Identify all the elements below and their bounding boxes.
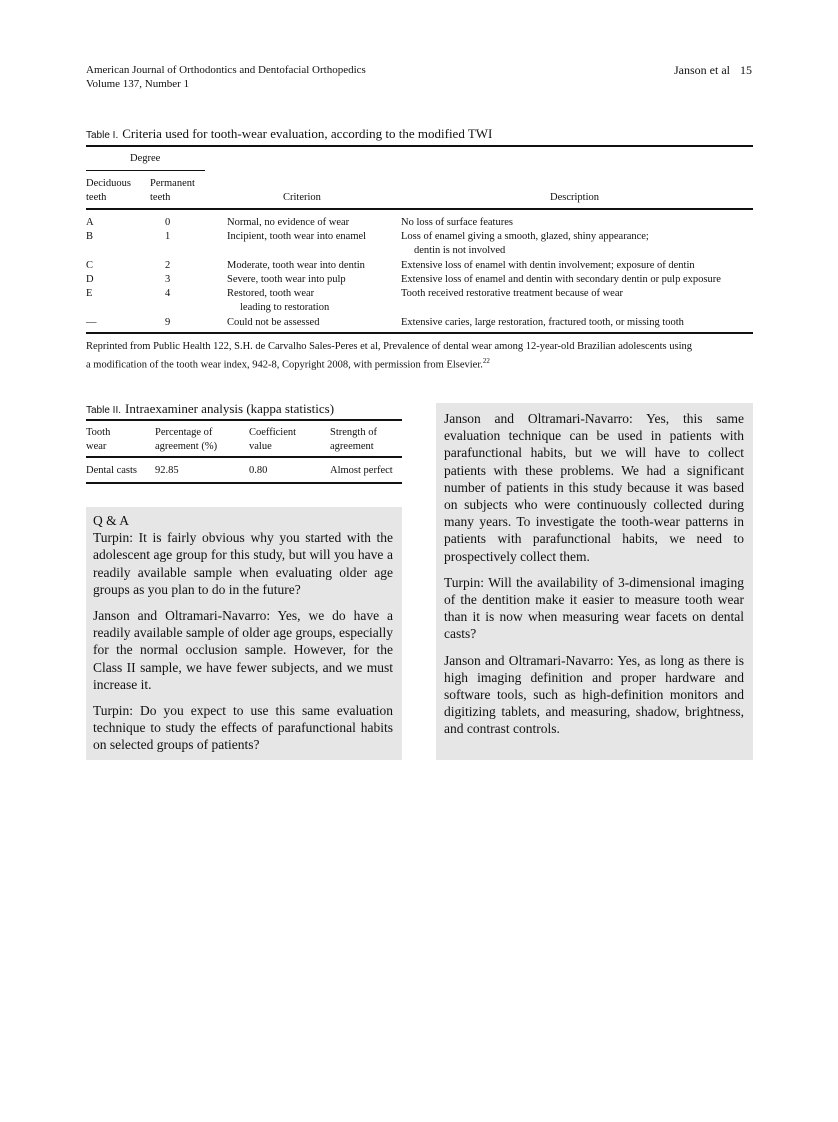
journal-name: American Journal of Orthodontics and Dentofacial Orthopedics [86, 64, 366, 76]
cell-description-cont: dentin is not involved [414, 245, 506, 256]
cell-deciduous: D [86, 274, 94, 285]
qa-paragraph: Janson and Oltramari-Navarro: Yes, this same evaluation technique can be used in patients with parafunctional habits, but we will have to collect patients with these problems. We had a significant number of patients in this study because it was based on subjects who were continuously collected during many years. To investigate the tooth-wear patterns in patients with parafunctional habits, we need to prospectively collect them. [444, 411, 744, 564]
cell-description: Tooth received restorative treatment because of wear [401, 288, 623, 299]
qa-paragraph: Turpin: Do you expect to use this same evaluation technique to study the effects of parafunctional habits on selected groups of patients? [93, 703, 393, 753]
cell-description: Extensive loss of enamel with dentin involvement; exposure of dentin [401, 260, 695, 271]
qa-paragraph: Turpin: It is fairly obvious why you started with the adolescent age group for this study, but will you have a readily available sample when evaluating older age groups as you plan to do in the future? [93, 530, 393, 597]
cell-permanent: 3 [165, 274, 171, 285]
reference-superscript: 22 [482, 357, 490, 365]
cell-permanent: 4 [165, 288, 171, 299]
cell-criterion: Normal, no evidence of wear [227, 217, 350, 228]
cell-permanent: 2 [165, 260, 171, 271]
author-name: Janson et al [674, 63, 730, 77]
table1-caption [86, 126, 492, 142]
cell-criterion-cont: leading to restoration [240, 302, 330, 313]
table2-title: Intraexaminer analysis (kappa statistics) [125, 401, 335, 416]
qa-paragraph: Janson and Oltramari-Navarro: Yes, we do have a readily available sample of older age groups, especially for the normal occlusion sample. However, for the Class II sample, we have fewer subjects, and we must increase it. [93, 608, 393, 692]
table1-group-header: Degree [130, 153, 161, 164]
cell-criterion: Severe, tooth wear into pulp [227, 274, 346, 285]
cell-description: Extensive loss of enamel and dentin with secondary dentin or pulp exposure [401, 274, 721, 285]
running-header-author [674, 63, 752, 78]
cell-criterion: Could not be assessed [227, 317, 320, 328]
cell-strength: Almost perfect [330, 465, 393, 476]
table1-header-criterion: Criterion [283, 192, 321, 203]
cell-deciduous: B [86, 231, 94, 242]
table1-label: Table I. [86, 130, 119, 141]
cell-description: Extensive caries, large restoration, fractured tooth, or missing tooth [401, 317, 684, 328]
cell-description: No loss of surface features [401, 217, 513, 228]
table2-label: Table II. [86, 405, 122, 416]
table1-header-deciduous: Deciduous teeth [86, 178, 131, 203]
cell-criterion: Incipient, tooth wear into enamel [227, 231, 367, 242]
qa-column-left [93, 512, 393, 763]
table2-header-strength: Strength of agreement [330, 427, 377, 452]
table2-header-coefficient: Coefficient value [249, 427, 297, 452]
table2-bottom-rule [86, 482, 402, 484]
cell-criterion: Restored, tooth wear [227, 288, 315, 299]
table1-source-note: Reprinted from Public Health 122, S.H. de Carvalho Sales-Peres et al, Prevalence of dental wear among 12-year-old Brazilian adolescents using a modification of the tooth wear index, 942-8, Copyright 2008, with permission from Elsevier.$^{22}$ [86, 341, 692, 371]
qa-column-right [444, 410, 744, 747]
cell-coefficient: 0.80 [249, 465, 268, 476]
table2-header-rule [86, 456, 402, 458]
page-number: 15 [740, 63, 752, 77]
cell-deciduous: A [86, 217, 94, 228]
table1-header-description: Description [550, 192, 599, 203]
cell-permanent: 9 [165, 317, 171, 328]
cell-deciduous: C [86, 260, 94, 271]
qa-paragraph: Janson and Oltramari-Navarro: Yes, as long as there is high imaging definition and proper hardware and software tools, such as high-definition monitors and digitizing tablets, and measuring, shadow, brightness, and contrast controls. [444, 652, 744, 737]
cell-percentage: 92.85 [155, 465, 179, 476]
table2-top-rule [86, 419, 402, 421]
cell-permanent: 0 [165, 217, 171, 228]
qa-heading: Q & A [93, 513, 130, 528]
cell-deciduous: E [86, 288, 93, 299]
table2-header-tooth-wear: Tooth wear [86, 427, 111, 452]
table1-top-rule [86, 145, 753, 147]
cell-criterion: Moderate, tooth wear into dentin [227, 260, 365, 271]
running-header-journal [86, 63, 366, 91]
qa-paragraph: Turpin: Will the availability of 3-dimensional imaging of the dentition make it easier to measure tooth wear than it is now when measuring wear facets on dental casts? [444, 574, 744, 642]
cell-tooth-wear: Dental casts [86, 465, 138, 476]
table1-bottom-rule [86, 332, 753, 334]
table2-header-percentage: Percentage of agreement (%) [155, 427, 218, 452]
table1-group-rule [86, 170, 205, 171]
table2-caption [86, 401, 334, 417]
table1-title: Criteria used for tooth-wear evaluation, according to the modified TWI [122, 126, 493, 141]
cell-permanent: 1 [165, 231, 171, 242]
journal-volume: Volume 137, Number 1 [86, 78, 190, 90]
cell-deciduous: — [86, 317, 97, 328]
cell-description: Loss of enamel giving a smooth, glazed, shiny appearance; [401, 231, 649, 242]
table1-header-permanent: Permanent teeth [150, 178, 195, 203]
table1-header-rule [86, 208, 753, 210]
